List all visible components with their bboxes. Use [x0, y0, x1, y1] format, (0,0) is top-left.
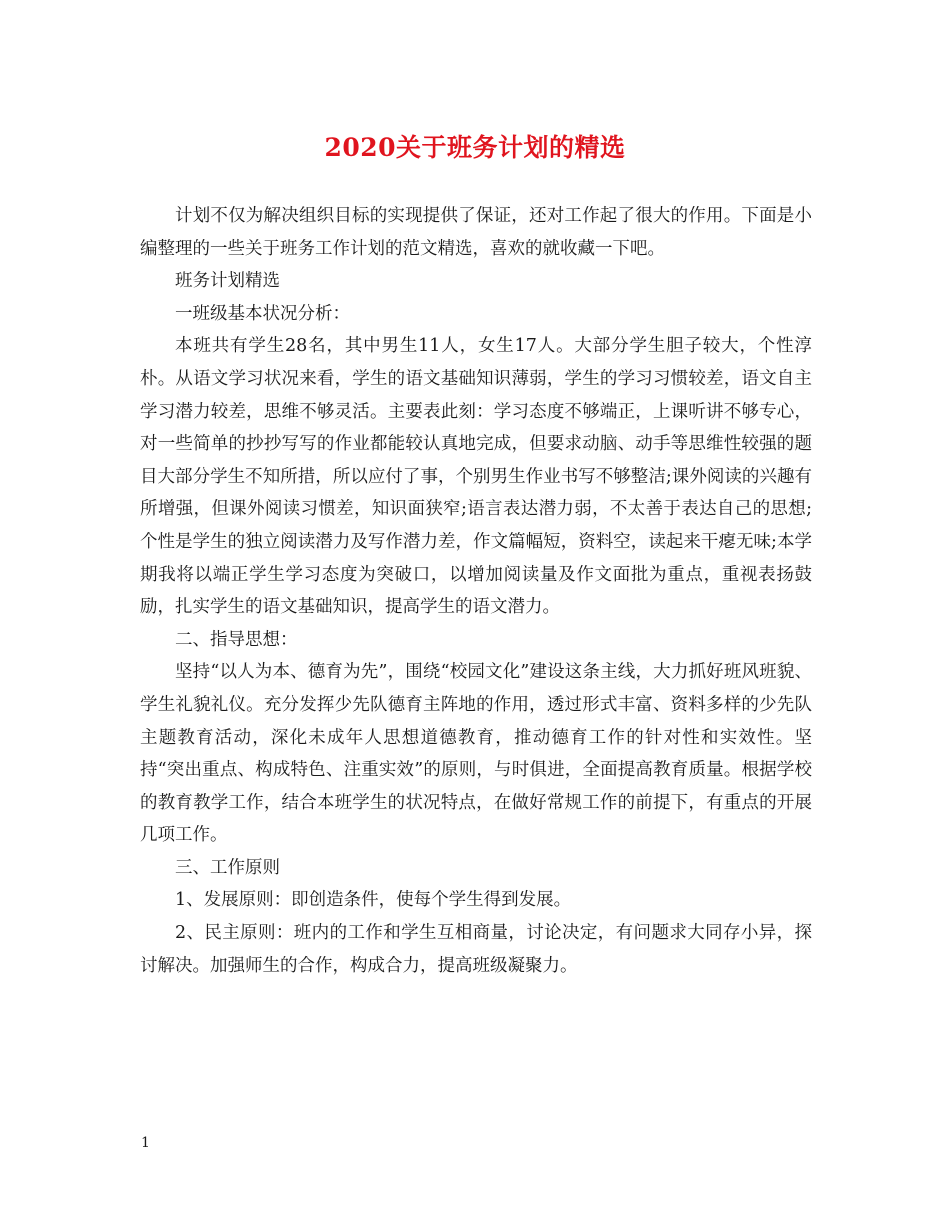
document-body — [140, 200, 812, 982]
paragraph-intro: 计划不仅为解决组织目标的实现提供了保证，还对工作起了很大的作用。下面是小编整理的一些关于班务工作计划的范文精选，喜欢的就收藏一下吧。 — [140, 206, 812, 259]
paragraph-guiding-thought: 坚持“以人为本、德育为先”，围绕“校园文化”建设这条主线，大力抓好班风班貌、学生礼貌礼仪。充分发挥少先队德育主阵地的作用，透过形式丰富、资料多样的少先队主题教育活动，深化未成年人思想道德教育，推动德育工作的针对性和实效性。坚持“突出重点、构成特色、注重实效”的原则，与时俱进，全面提高教育质量。根据学校的教育教学工作，结合本班学生的状况特点，在做好常规工作的前提下，有重点的开展几项工作。 — [140, 662, 812, 846]
paragraph-heading-class-analysis: 一班级基本状况分析： — [175, 303, 350, 324]
paragraph-principle-democracy: 2、民主原则：班内的工作和学生互相商量，讨论决定，有问题求大同存小异，探讨解决。加强师生的合作，构成合力，提高班级凝聚力。 — [140, 923, 812, 976]
paragraph-heading-guiding-thought: 二、指导思想： — [175, 629, 298, 650]
paragraph-heading-plan: 班务计划精选 — [175, 271, 280, 292]
document-title: 2020关于班务计划的精选 — [324, 133, 626, 162]
paragraph-heading-principles: 三、工作原则 — [175, 857, 280, 878]
paragraph-class-analysis: 本班共有学生28名，其中男生11人，女生17人。大部分学生胆子较大，个性淳朴。从语文学习状况来看，学生的语文基础知识薄弱，学生的学习习惯较差，语文自主学习潜力较差，思维不够灵活。主要表此刻：学习态度不够端正，上课听讲不够专心，对一些简单的抄抄写写的作业都能较认真地完成，但要求动脑、动手等思维性较强的题目大部分学生不知所措，所以应付了事，个别男生作业书写不够整洁;课外阅读的兴趣有所增强，但课外阅读习惯差，知识面狭窄;语言表达潜力弱，不太善于表达自己的思想;个性是学生的独立阅读潜力及写作潜力差，作文篇幅短，资料空，读起来干瘪无味;本学期我将以端正学生学习态度为突破口，以增加阅读量及作文面批为重点，重视表扬鼓励，扎实学生的语文基础知识，提高学生的语文潜力。 — [140, 336, 812, 618]
page-number: 1 — [141, 1135, 150, 1151]
paragraph-principle-development: 1、发展原则：即创造条件，使每个学生得到发展。 — [175, 890, 572, 911]
